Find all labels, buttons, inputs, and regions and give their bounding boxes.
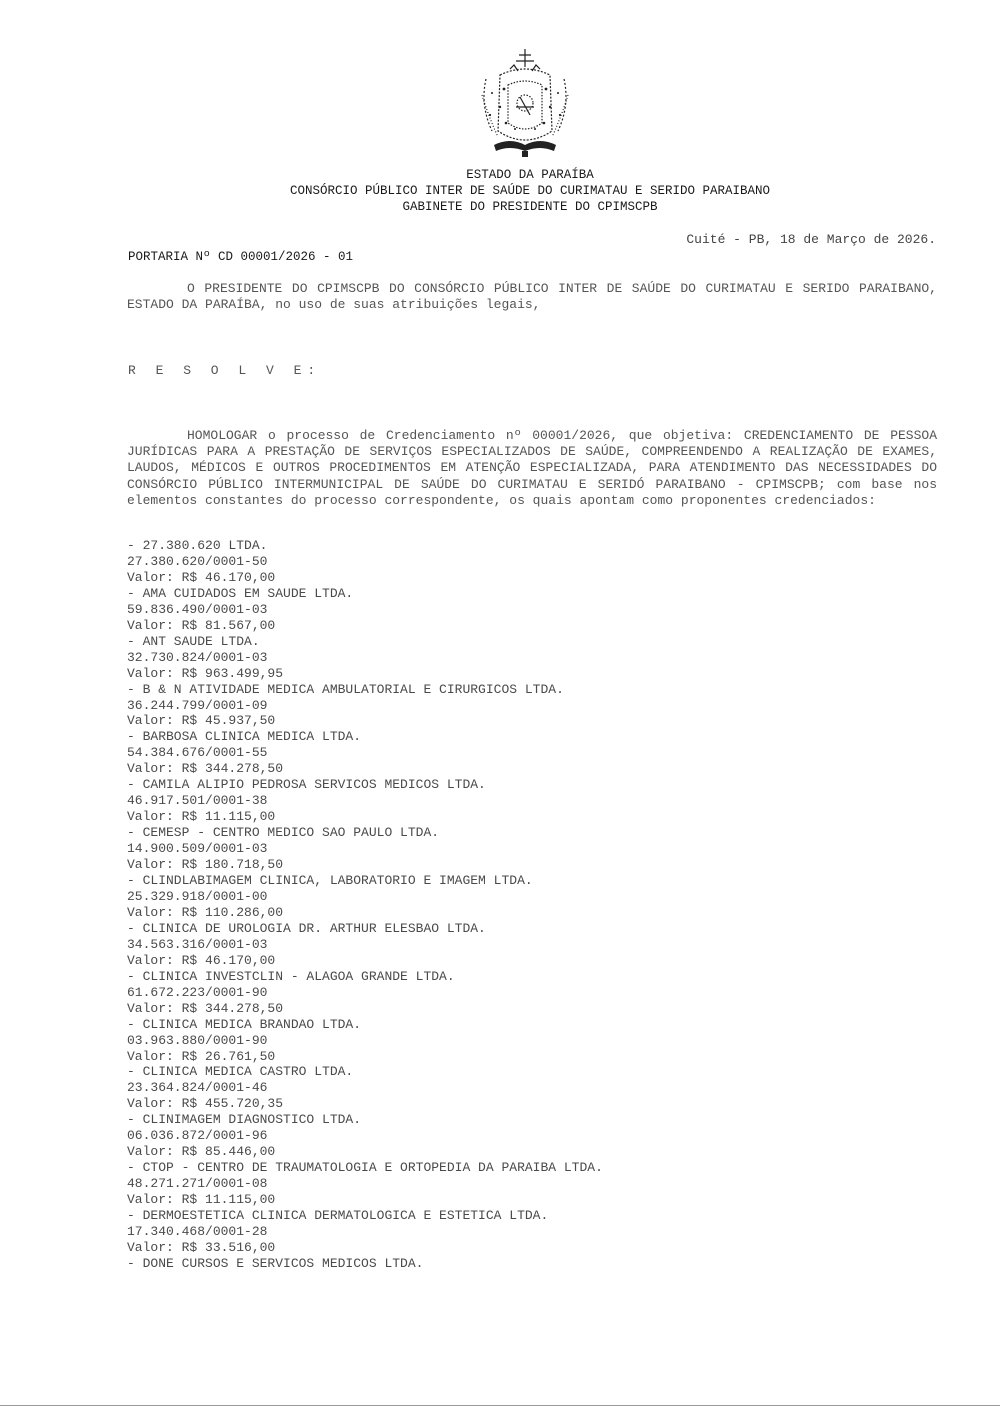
list-item: Valor: R$ 33.516,00 (127, 1239, 276, 1255)
list-item: - CLINIMAGEM DIAGNOSTICO LTDA. (127, 1112, 362, 1128)
list-item: - CAMILA ALIPIO PEDROSA SERVICOS MEDICOS LTDA. (127, 777, 486, 793)
coat-of-arms-seal-icon (470, 45, 580, 165)
list-item: Valor: R$ 11.115,00 (127, 1192, 276, 1208)
list-item: 27.380.620/0001-50 (127, 553, 268, 569)
list-item: 25.329.918/0001-00 (127, 888, 268, 904)
list-item: - CLINICA INVESTCLIN - ALAGOA GRANDE LTDA. (127, 968, 455, 984)
list-item: Valor: R$ 963.499,95 (127, 665, 284, 681)
list-item: 34.563.316/0001-03 (127, 936, 268, 952)
list-item: - DERMOESTETICA CLINICA DERMATOLOGICA E ESTETICA LTDA. (127, 1208, 549, 1224)
list-item: 46.917.501/0001-38 (127, 793, 268, 809)
resolve-heading: R E S O L V E: (128, 363, 322, 378)
list-item: Valor: R$ 81.567,00 (127, 617, 276, 633)
list-item: 06.036.872/0001-96 (127, 1128, 268, 1144)
list-item: - DONE CURSOS E SERVICOS MEDICOS LTDA. (127, 1255, 424, 1271)
list-item: - B & N ATIVIDADE MEDICA AMBULATORIAL E CIRURGICOS LTDA. (127, 681, 564, 697)
list-item: 03.963.880/0001-90 (127, 1032, 268, 1048)
preamble-paragraph: O PRESIDENTE DO CPIMSCPB DO CONSÓRCIO PÚBLICO INTER DE SAÚDE DO CURIMATAU E SERIDO PARAIBANO, ESTADO DA PARAÍBA, no uso de suas atribuições legais, (127, 281, 937, 313)
list-item: 48.271.271/0001-08 (127, 1176, 268, 1192)
list-item: 32.730.824/0001-03 (127, 649, 268, 665)
header-consortium-name: CONSÓRCIO PÚBLICO INTER DE SAÚDE DO CURIMATAU E SERIDO PARAIBANO (289, 184, 771, 198)
list-item: 17.340.468/0001-28 (127, 1223, 268, 1239)
list-item: Valor: R$ 455.720,35 (127, 1096, 284, 1112)
list-item: 36.244.799/0001-09 (127, 697, 268, 713)
list-item: - CLINICA MEDICA BRANDAO LTDA. (127, 1016, 362, 1032)
list-item: Valor: R$ 110.286,00 (127, 904, 284, 920)
list-item: Valor: R$ 46.170,00 (127, 952, 276, 968)
portaria-number: PORTARIA Nº CD 00001/2026 - 01 (128, 250, 354, 264)
list-item: Valor: R$ 11.115,00 (127, 809, 276, 825)
list-item: - CEMESP - CENTRO MEDICO SAO PAULO LTDA. (127, 825, 440, 841)
header-state-name: ESTADO DA PARAÍBA (466, 168, 594, 182)
page-bottom-edge (0, 1405, 1000, 1406)
list-item: 14.900.509/0001-03 (127, 841, 268, 857)
list-item: - CLINICA MEDICA CASTRO LTDA. (127, 1064, 354, 1080)
list-item: Valor: R$ 344.278,50 (127, 1000, 284, 1016)
accredited-providers-list (127, 538, 603, 1272)
list-item: 23.364.824/0001-46 (127, 1080, 268, 1096)
list-item: Valor: R$ 344.278,50 (127, 761, 284, 777)
list-item: - ANT SAUDE LTDA. (127, 633, 260, 649)
list-item: Valor: R$ 85.446,00 (127, 1144, 276, 1160)
list-item: 54.384.676/0001-55 (127, 745, 268, 761)
list-item: Valor: R$ 46.170,00 (127, 569, 276, 585)
list-item: Valor: R$ 45.937,50 (127, 713, 276, 729)
resolution-body-paragraph: HOMOLOGAR o processo de Credenciamento nº 00001/2026, que objetiva: CREDENCIAMENTO DE PESSOA JURÍDICAS PARA A PRESTAÇÃO DE SERVIÇOS ESPECIALIZADOS DE SAÚDE, COMPREENDENDO A REALIZAÇÃO DE EXAMES, LAUDOS, MÉDICOS E OUTROS PROCEDIMENTOS EM ATENÇÃO ESPECIALIZADA, PARA ATENDIMENTO DAS NECESSIDADES DO CONSÓRCIO PÚBLICO INTERMUNICIPAL DE SAÚDE DO CURIMATAU E SERIDÓ PARAIBANO - CPIMSCPB; com base nos elementos constantes do processo correspondente, os quais apontam como proponentes credenciados: (127, 428, 937, 508)
list-item: - 27.380.620 LTDA. (127, 538, 268, 553)
list-item: 59.836.490/0001-03 (127, 601, 268, 617)
list-item: - BARBOSA CLINICA MEDICA LTDA. (127, 729, 362, 745)
list-item: Valor: R$ 26.761,50 (127, 1048, 276, 1064)
list-item: - CLINDLABIMAGEM CLINICA, LABORATORIO E IMAGEM LTDA. (127, 873, 533, 889)
list-item: - CTOP - CENTRO DE TRAUMATOLOGIA E ORTOPEDIA DA PARAIBA LTDA. (127, 1160, 603, 1176)
list-item: Valor: R$ 180.718,50 (127, 857, 284, 873)
date-line: Cuité - PB, 18 de Março de 2026. (686, 232, 936, 247)
list-item: 61.672.223/0001-90 (127, 984, 268, 1000)
list-item: - CLINICA DE UROLOGIA DR. ARTHUR ELESBAO LTDA. (127, 920, 486, 936)
list-item: - AMA CUIDADOS EM SAUDE LTDA. (127, 585, 354, 601)
header-office-name: GABINETE DO PRESIDENTE DO CPIMSCPB (402, 200, 658, 214)
